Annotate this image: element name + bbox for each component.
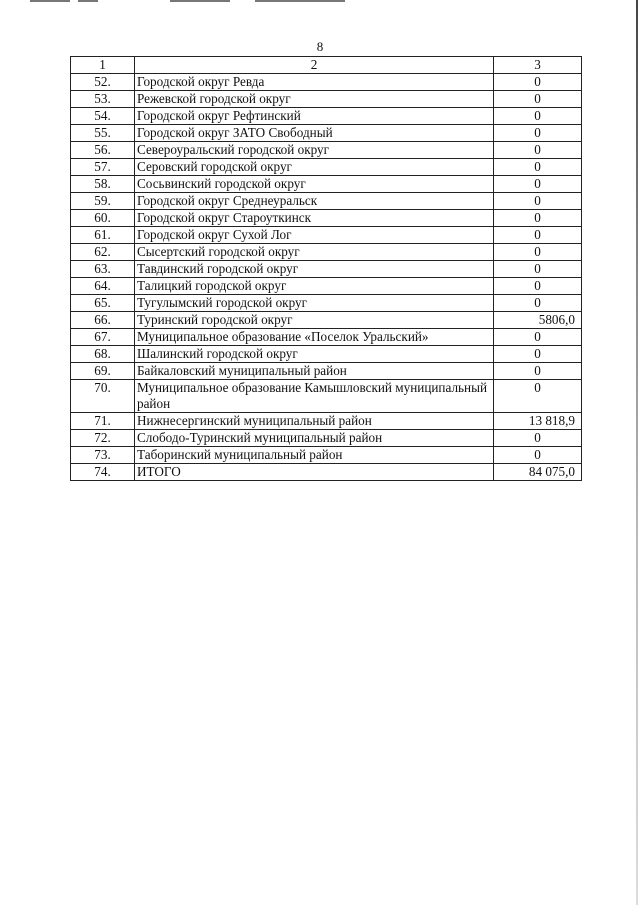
municipality-name: Тавдинский городской округ (134, 261, 493, 278)
municipality-name: Таборинский муниципальный район (134, 447, 493, 464)
amount-value: 0 (494, 74, 582, 91)
table-row (71, 244, 582, 261)
municipality-name: Тугулымский городской округ (134, 295, 493, 312)
table-row (71, 227, 582, 244)
amount-value: 0 (494, 244, 582, 261)
municipality-name: Муниципальное образование Камышловский муниципальный район (134, 380, 493, 413)
row-number: 63. (71, 261, 135, 278)
column-header-1: 1 (71, 57, 135, 74)
table-row (71, 74, 582, 91)
amount-value: 0 (494, 430, 582, 447)
row-number: 69. (71, 363, 135, 380)
row-number: 71. (71, 413, 135, 430)
table-row (71, 278, 582, 295)
municipality-name: Городской округ Староуткинск (134, 210, 493, 227)
table-row (71, 464, 582, 481)
row-number: 70. (71, 380, 135, 413)
municipality-name: Сосьвинский городской округ (134, 176, 493, 193)
amount-value: 0 (494, 363, 582, 380)
table-row (71, 447, 582, 464)
municipality-name: Туринский городской округ (134, 312, 493, 329)
row-number: 56. (71, 142, 135, 159)
row-number: 57. (71, 159, 135, 176)
table-row (71, 295, 582, 312)
amount-value: 0 (494, 193, 582, 210)
municipality-table (70, 56, 582, 481)
table-row (71, 346, 582, 363)
amount-value: 84 075,0 (494, 464, 582, 481)
amount-value: 0 (494, 176, 582, 193)
municipality-name: Муниципальное образование «Поселок Уральский» (134, 329, 493, 346)
page-number: 8 (316, 39, 324, 54)
row-number: 62. (71, 244, 135, 261)
municipality-name: Серовский городской округ (134, 159, 493, 176)
municipality-name: Слободо-Туринский муниципальный район (134, 430, 493, 447)
scan-artifact-top (30, 0, 350, 4)
amount-value: 0 (494, 329, 582, 346)
municipality-name: Шалинский городской округ (134, 346, 493, 363)
row-number: 64. (71, 278, 135, 295)
table-row (71, 210, 582, 227)
table-row (71, 261, 582, 278)
table-row (71, 430, 582, 447)
amount-value: 0 (494, 108, 582, 125)
table-row (71, 91, 582, 108)
amount-value: 0 (494, 91, 582, 108)
table-row (71, 363, 582, 380)
table-row (71, 125, 582, 142)
row-number: 59. (71, 193, 135, 210)
table-header-row (71, 57, 582, 74)
table-row (71, 142, 582, 159)
municipality-name: Городской округ Ревда (134, 74, 493, 91)
municipality-name: Талицкий городской округ (134, 278, 493, 295)
column-header-3: 3 (494, 57, 582, 74)
amount-value: 0 (494, 278, 582, 295)
amount-value: 0 (494, 261, 582, 278)
row-number: 73. (71, 447, 135, 464)
row-number: 55. (71, 125, 135, 142)
amount-value: 0 (494, 346, 582, 363)
table-row (71, 413, 582, 430)
amount-value: 0 (494, 227, 582, 244)
row-number: 68. (71, 346, 135, 363)
table-row (71, 380, 582, 413)
table-row (71, 159, 582, 176)
row-number: 53. (71, 91, 135, 108)
row-number: 74. (71, 464, 135, 481)
table-row (71, 108, 582, 125)
amount-value: 0 (494, 210, 582, 227)
row-number: 52. (71, 74, 135, 91)
amount-value: 5806,0 (494, 312, 582, 329)
municipality-name: Городской округ Рефтинский (134, 108, 493, 125)
municipality-name: Городской округ Среднеуральск (134, 193, 493, 210)
amount-value: 0 (494, 159, 582, 176)
municipality-name: Городской округ ЗАТО Свободный (134, 125, 493, 142)
row-number: 58. (71, 176, 135, 193)
municipality-name: Режевской городской округ (134, 91, 493, 108)
amount-value: 0 (494, 125, 582, 142)
scan-artifact-edge (636, 0, 638, 905)
table-row (71, 329, 582, 346)
municipality-name: Городской округ Сухой Лог (134, 227, 493, 244)
amount-value: 0 (494, 142, 582, 159)
municipality-name: Сысертский городской округ (134, 244, 493, 261)
column-header-2: 2 (134, 57, 493, 74)
table-row (71, 176, 582, 193)
row-number: 61. (71, 227, 135, 244)
row-number: 66. (71, 312, 135, 329)
municipality-name: Североуральский городской округ (134, 142, 493, 159)
row-number: 72. (71, 430, 135, 447)
municipality-name: Нижнесергинский муниципальный район (134, 413, 493, 430)
amount-value: 0 (494, 295, 582, 312)
municipality-name: Байкаловский муниципальный район (134, 363, 493, 380)
amount-value: 0 (494, 380, 582, 413)
row-number: 67. (71, 329, 135, 346)
row-number: 65. (71, 295, 135, 312)
municipality-name: ИТОГО (134, 464, 493, 481)
row-number: 60. (71, 210, 135, 227)
row-number: 54. (71, 108, 135, 125)
amount-value: 0 (494, 447, 582, 464)
amount-value: 13 818,9 (494, 413, 582, 430)
table-row (71, 193, 582, 210)
table-row (71, 312, 582, 329)
